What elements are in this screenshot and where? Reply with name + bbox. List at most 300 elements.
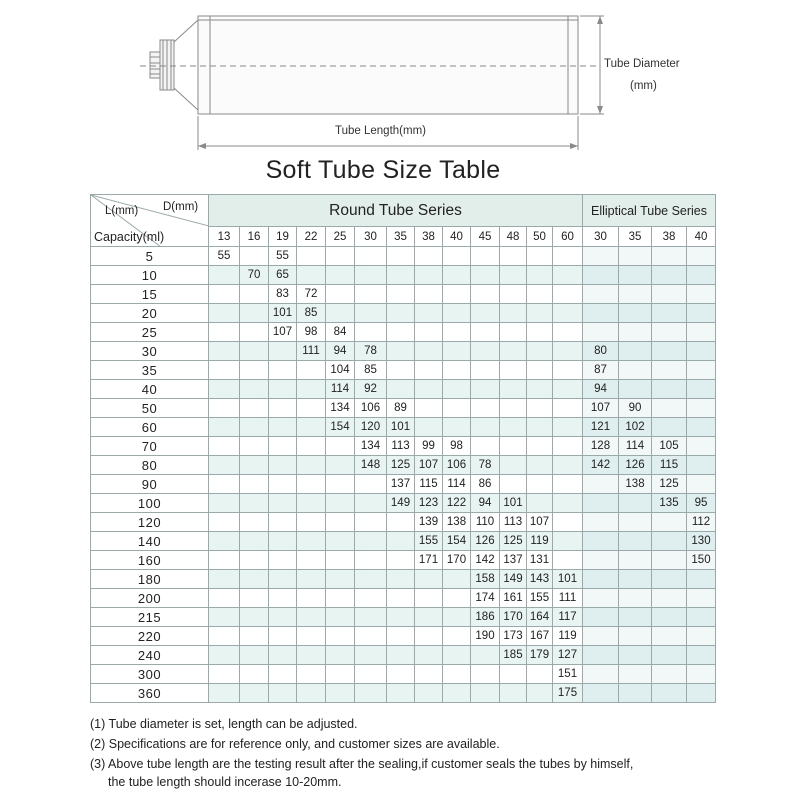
round-length-cell: 89	[387, 399, 415, 418]
elliptical-length-cell	[687, 399, 716, 418]
round-length-cell	[553, 532, 583, 551]
round-length-cell	[355, 247, 387, 266]
round-length-cell	[209, 494, 240, 513]
elliptical-length-cell	[583, 475, 619, 494]
round-length-cell: 151	[553, 665, 583, 684]
round-length-cell	[471, 646, 500, 665]
round-length-cell	[355, 475, 387, 494]
round-length-cell: 190	[471, 627, 500, 646]
round-length-cell: 110	[471, 513, 500, 532]
round-length-cell	[415, 684, 443, 703]
round-length-cell	[209, 437, 240, 456]
round-length-cell	[387, 589, 415, 608]
elliptical-length-cell	[619, 266, 652, 285]
round-length-cell: 127	[553, 646, 583, 665]
round-length-cell: 161	[500, 589, 527, 608]
round-length-cell: 99	[415, 437, 443, 456]
round-length-cell	[240, 646, 269, 665]
elliptical-length-cell	[687, 380, 716, 399]
round-length-cell	[209, 323, 240, 342]
round-length-cell: 186	[471, 608, 500, 627]
round-length-cell: 137	[500, 551, 527, 570]
capacity-cell: 360	[91, 684, 209, 703]
elliptical-length-cell	[619, 247, 652, 266]
round-length-cell	[527, 380, 553, 399]
round-length-cell	[209, 627, 240, 646]
round-length-cell	[269, 513, 297, 532]
round-length-cell: 78	[355, 342, 387, 361]
elliptical-length-cell: 128	[583, 437, 619, 456]
elliptical-length-cell	[583, 285, 619, 304]
elliptical-series-header: Elliptical Tube Series	[583, 195, 716, 227]
round-length-cell	[387, 323, 415, 342]
round-length-cell	[387, 285, 415, 304]
round-length-cell	[326, 266, 355, 285]
elliptical-length-cell: 95	[687, 494, 716, 513]
round-length-cell	[471, 437, 500, 456]
round-length-cell	[500, 456, 527, 475]
round-length-cell: 107	[527, 513, 553, 532]
round-length-cell	[209, 589, 240, 608]
elliptical-length-cell: 107	[583, 399, 619, 418]
round-length-cell	[209, 456, 240, 475]
round-length-cell	[415, 665, 443, 684]
round-length-cell: 167	[527, 627, 553, 646]
note-3: (3) Above tube length are the testing result after the sealing,if customer seals the tubes by himself,	[90, 757, 634, 771]
round-length-cell	[240, 304, 269, 323]
elliptical-length-cell: 126	[619, 456, 652, 475]
round-length-cell	[471, 304, 500, 323]
round-length-cell	[209, 475, 240, 494]
elliptical-length-cell	[652, 304, 687, 323]
round-length-cell: 114	[326, 380, 355, 399]
diameter-label: Tube Diameter	[604, 58, 680, 70]
round-length-cell	[527, 342, 553, 361]
elliptical-length-cell	[687, 304, 716, 323]
round-length-cell: 113	[500, 513, 527, 532]
round-length-cell: 185	[500, 646, 527, 665]
elliptical-length-cell	[687, 646, 716, 665]
elliptical-length-cell	[652, 266, 687, 285]
round-length-cell	[415, 266, 443, 285]
round-length-cell	[209, 266, 240, 285]
round-series-header: Round Tube Series	[209, 195, 583, 227]
round-length-cell	[326, 608, 355, 627]
round-length-cell	[387, 380, 415, 399]
elliptical-length-cell	[583, 551, 619, 570]
round-length-cell	[355, 494, 387, 513]
round-length-cell	[415, 304, 443, 323]
round-length-cell	[297, 380, 326, 399]
elliptical-length-cell	[652, 646, 687, 665]
round-length-cell	[443, 380, 471, 399]
round-length-cell	[269, 342, 297, 361]
elliptical-length-cell	[619, 627, 652, 646]
round-length-cell	[527, 323, 553, 342]
round-length-cell	[415, 342, 443, 361]
round-length-cell	[471, 399, 500, 418]
round-length-cell	[553, 418, 583, 437]
round-length-cell	[471, 285, 500, 304]
note-2: (2) Specifications are for reference only, and customer sizes are available.	[90, 737, 500, 751]
elliptical-length-cell	[687, 456, 716, 475]
round-length-cell	[209, 532, 240, 551]
round-length-cell: 111	[297, 342, 326, 361]
round-length-cell	[387, 665, 415, 684]
elliptical-length-cell	[652, 342, 687, 361]
round-length-cell	[471, 380, 500, 399]
round-length-cell	[387, 684, 415, 703]
round-length-cell	[209, 342, 240, 361]
round-diameter-header: 13	[209, 227, 240, 247]
round-length-cell	[355, 285, 387, 304]
round-length-cell	[326, 437, 355, 456]
round-length-cell	[209, 361, 240, 380]
table-corner	[91, 195, 209, 247]
round-length-cell	[240, 380, 269, 399]
round-length-cell	[326, 627, 355, 646]
round-length-cell	[415, 646, 443, 665]
table-row	[91, 646, 716, 665]
round-length-cell: 131	[527, 551, 553, 570]
round-length-cell	[443, 285, 471, 304]
round-length-cell: 55	[269, 247, 297, 266]
note-1: (1) Tube diameter is set, length can be adjusted.	[90, 717, 358, 731]
round-length-cell: 70	[240, 266, 269, 285]
elliptical-length-cell	[687, 323, 716, 342]
table-row	[91, 532, 716, 551]
elliptical-length-cell	[687, 475, 716, 494]
round-length-cell	[355, 646, 387, 665]
round-length-cell	[415, 399, 443, 418]
round-length-cell: 106	[355, 399, 387, 418]
round-length-cell	[387, 304, 415, 323]
round-length-cell: 65	[269, 266, 297, 285]
capacity-cell: 100	[91, 494, 209, 513]
round-length-cell	[553, 475, 583, 494]
round-length-cell: 138	[443, 513, 471, 532]
capacity-cell: 10	[91, 266, 209, 285]
table-row	[91, 551, 716, 570]
round-length-cell	[500, 285, 527, 304]
round-length-cell: 170	[443, 551, 471, 570]
elliptical-length-cell	[652, 570, 687, 589]
round-length-cell	[269, 551, 297, 570]
round-length-cell: 126	[471, 532, 500, 551]
table-row	[91, 513, 716, 532]
round-length-cell: 101	[387, 418, 415, 437]
round-length-cell	[326, 532, 355, 551]
length-axis-label: L(mm)	[105, 205, 139, 217]
table-row	[91, 380, 716, 399]
round-length-cell	[297, 494, 326, 513]
round-length-cell	[209, 551, 240, 570]
note-3-continued: the tube length should incerase 10-20mm.	[108, 775, 342, 789]
round-diameter-header: 30	[355, 227, 387, 247]
round-length-cell	[240, 494, 269, 513]
elliptical-length-cell	[687, 665, 716, 684]
round-length-cell	[387, 532, 415, 551]
round-length-cell: 149	[387, 494, 415, 513]
elliptical-length-cell	[687, 570, 716, 589]
capacity-cell: 220	[91, 627, 209, 646]
round-length-cell	[297, 532, 326, 551]
round-length-cell	[269, 646, 297, 665]
elliptical-length-cell	[583, 304, 619, 323]
round-length-cell	[297, 437, 326, 456]
elliptical-length-cell: 90	[619, 399, 652, 418]
round-length-cell	[471, 247, 500, 266]
round-length-cell	[527, 304, 553, 323]
table-row	[91, 323, 716, 342]
round-length-cell: 113	[387, 437, 415, 456]
capacity-cell: 25	[91, 323, 209, 342]
diameter-unit-label: (mm)	[630, 80, 657, 92]
round-length-cell	[297, 513, 326, 532]
round-length-cell	[415, 570, 443, 589]
round-length-cell	[527, 399, 553, 418]
round-length-cell	[355, 532, 387, 551]
round-length-cell	[326, 665, 355, 684]
tube-diagram	[0, 0, 800, 150]
table-row	[91, 494, 716, 513]
round-length-cell	[240, 589, 269, 608]
round-length-cell	[240, 684, 269, 703]
round-length-cell: 86	[471, 475, 500, 494]
elliptical-length-cell	[652, 399, 687, 418]
round-length-cell	[355, 304, 387, 323]
round-length-cell	[553, 380, 583, 399]
elliptical-length-cell: 150	[687, 551, 716, 570]
capacity-cell: 80	[91, 456, 209, 475]
round-length-cell	[443, 418, 471, 437]
round-length-cell	[443, 684, 471, 703]
round-length-cell: 175	[553, 684, 583, 703]
round-length-cell	[471, 342, 500, 361]
round-length-cell	[553, 247, 583, 266]
round-length-cell	[553, 285, 583, 304]
round-length-cell	[269, 437, 297, 456]
elliptical-length-cell	[583, 608, 619, 627]
elliptical-length-cell	[652, 551, 687, 570]
elliptical-length-cell	[687, 418, 716, 437]
round-length-cell	[240, 665, 269, 684]
round-length-cell	[209, 684, 240, 703]
round-length-cell	[269, 627, 297, 646]
elliptical-length-cell	[687, 627, 716, 646]
round-length-cell	[297, 627, 326, 646]
capacity-cell: 70	[91, 437, 209, 456]
elliptical-length-cell	[583, 570, 619, 589]
round-length-cell	[297, 361, 326, 380]
round-length-cell: 92	[355, 380, 387, 399]
round-length-cell: 164	[527, 608, 553, 627]
round-length-cell	[443, 627, 471, 646]
elliptical-length-cell	[652, 361, 687, 380]
round-length-cell	[527, 456, 553, 475]
table-row	[91, 684, 716, 703]
capacity-cell: 140	[91, 532, 209, 551]
round-length-cell	[240, 513, 269, 532]
round-length-cell: 107	[415, 456, 443, 475]
round-length-cell: 111	[553, 589, 583, 608]
round-length-cell	[387, 570, 415, 589]
round-length-cell: 137	[387, 475, 415, 494]
round-length-cell	[527, 684, 553, 703]
round-diameter-header: 60	[553, 227, 583, 247]
round-length-cell: 115	[415, 475, 443, 494]
elliptical-length-cell: 125	[652, 475, 687, 494]
elliptical-length-cell	[619, 304, 652, 323]
round-length-cell	[553, 551, 583, 570]
round-length-cell	[326, 513, 355, 532]
elliptical-length-cell	[619, 285, 652, 304]
page-title: Soft Tube Size Table	[265, 156, 501, 184]
elliptical-diameter-header: 38	[652, 227, 687, 247]
capacity-cell: 20	[91, 304, 209, 323]
round-length-cell	[240, 475, 269, 494]
round-length-cell	[326, 684, 355, 703]
round-length-cell	[269, 361, 297, 380]
table-row	[91, 285, 716, 304]
table-row	[91, 304, 716, 323]
elliptical-length-cell: 87	[583, 361, 619, 380]
round-length-cell	[443, 304, 471, 323]
round-length-cell: 155	[527, 589, 553, 608]
elliptical-diameter-header: 35	[619, 227, 652, 247]
round-length-cell	[269, 589, 297, 608]
elliptical-length-cell	[583, 589, 619, 608]
round-length-cell	[387, 646, 415, 665]
elliptical-length-cell	[652, 608, 687, 627]
round-length-cell	[415, 247, 443, 266]
table-row	[91, 665, 716, 684]
round-diameter-header: 25	[326, 227, 355, 247]
round-length-cell	[471, 361, 500, 380]
round-length-cell	[527, 361, 553, 380]
elliptical-length-cell	[619, 589, 652, 608]
round-length-cell	[355, 551, 387, 570]
round-diameter-header: 38	[415, 227, 443, 247]
table-row	[91, 627, 716, 646]
round-length-cell	[443, 646, 471, 665]
round-length-cell	[415, 380, 443, 399]
round-length-cell	[415, 323, 443, 342]
round-length-cell: 72	[297, 285, 326, 304]
round-length-cell: 85	[355, 361, 387, 380]
round-length-cell	[326, 475, 355, 494]
table-row	[91, 570, 716, 589]
round-length-cell	[355, 684, 387, 703]
elliptical-length-cell	[652, 532, 687, 551]
round-length-cell	[527, 247, 553, 266]
round-length-cell	[443, 361, 471, 380]
round-length-cell	[326, 494, 355, 513]
round-length-cell	[355, 608, 387, 627]
round-length-cell	[527, 266, 553, 285]
round-length-cell	[209, 608, 240, 627]
round-length-cell	[387, 551, 415, 570]
round-length-cell	[269, 532, 297, 551]
elliptical-length-cell	[619, 665, 652, 684]
capacity-cell: 300	[91, 665, 209, 684]
elliptical-length-cell: 115	[652, 456, 687, 475]
capacity-cell: 215	[91, 608, 209, 627]
round-length-cell	[269, 456, 297, 475]
length-label: Tube Length(mm)	[335, 125, 426, 137]
round-length-cell	[500, 399, 527, 418]
round-length-cell	[500, 361, 527, 380]
elliptical-length-cell: 112	[687, 513, 716, 532]
round-diameter-header: 22	[297, 227, 326, 247]
round-length-cell	[527, 494, 553, 513]
round-length-cell: 122	[443, 494, 471, 513]
round-length-cell	[269, 399, 297, 418]
table-row	[91, 608, 716, 627]
round-length-cell	[443, 266, 471, 285]
round-length-cell	[297, 266, 326, 285]
capacity-cell: 120	[91, 513, 209, 532]
table-row	[91, 589, 716, 608]
elliptical-length-cell	[687, 285, 716, 304]
elliptical-length-cell: 142	[583, 456, 619, 475]
round-length-cell	[209, 304, 240, 323]
round-length-cell	[240, 342, 269, 361]
table-row	[91, 361, 716, 380]
elliptical-length-cell: 130	[687, 532, 716, 551]
table-row	[91, 266, 716, 285]
round-length-cell	[471, 323, 500, 342]
round-length-cell	[500, 247, 527, 266]
capacity-cell: 15	[91, 285, 209, 304]
round-length-cell	[326, 285, 355, 304]
round-length-cell	[415, 418, 443, 437]
notes	[90, 714, 633, 792]
round-length-cell	[355, 627, 387, 646]
round-diameter-header: 16	[240, 227, 269, 247]
round-length-cell	[387, 266, 415, 285]
round-length-cell	[443, 342, 471, 361]
round-length-cell	[443, 399, 471, 418]
round-diameter-header: 50	[527, 227, 553, 247]
round-length-cell	[415, 608, 443, 627]
elliptical-length-cell	[619, 608, 652, 627]
round-length-cell	[443, 665, 471, 684]
elliptical-length-cell	[619, 361, 652, 380]
elliptical-length-cell	[652, 589, 687, 608]
round-length-cell	[553, 323, 583, 342]
table-row	[91, 456, 716, 475]
round-length-cell: 98	[297, 323, 326, 342]
round-length-cell	[527, 475, 553, 494]
round-length-cell	[209, 380, 240, 399]
elliptical-length-cell	[652, 323, 687, 342]
round-length-cell	[326, 304, 355, 323]
round-length-cell: 94	[326, 342, 355, 361]
elliptical-length-cell	[652, 627, 687, 646]
round-length-cell	[297, 589, 326, 608]
round-length-cell	[387, 627, 415, 646]
round-length-cell: 143	[527, 570, 553, 589]
elliptical-length-cell	[619, 342, 652, 361]
round-length-cell	[355, 665, 387, 684]
elliptical-length-cell	[619, 380, 652, 399]
round-length-cell: 134	[355, 437, 387, 456]
series-header-row	[91, 195, 716, 227]
round-length-cell	[500, 342, 527, 361]
elliptical-length-cell	[583, 247, 619, 266]
elliptical-length-cell	[652, 513, 687, 532]
